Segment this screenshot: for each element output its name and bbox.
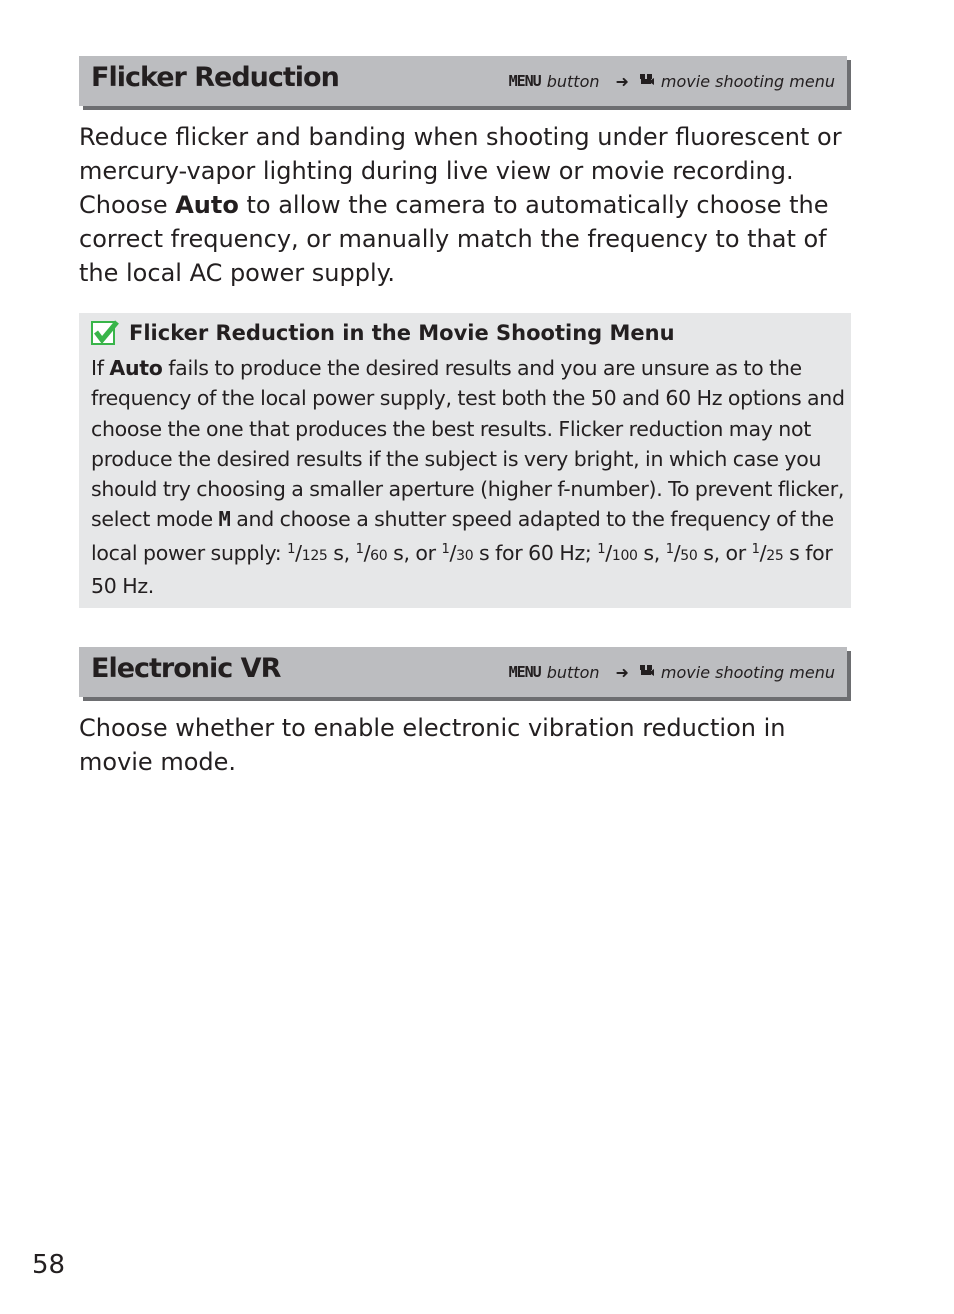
- text: to allow the camera to automatically choose the correct frequency, or manually match the frequency to that of the local AC power supply.: [79, 191, 829, 287]
- movie-camera-icon: [639, 662, 655, 682]
- fraction: $^1$/60: [355, 540, 388, 565]
- menu-path: [509, 71, 835, 91]
- flicker-reduction-header: [79, 56, 847, 106]
- flicker-description: [79, 120, 859, 290]
- text: s for 50 Hz.: [91, 540, 833, 599]
- text: If: [91, 356, 110, 380]
- note-title: Flicker Reduction in the Movie Shooting Menu: [129, 321, 675, 345]
- section-title: Electronic VR: [91, 653, 281, 684]
- text: Reduce flicker and banding when shooting under fluorescent or mercury-vapor lighting during live view or movie recording. Choose: [79, 123, 842, 219]
- fraction: $^1$/100: [597, 540, 638, 565]
- movie-camera-icon: [639, 71, 655, 91]
- checkmark-icon: [91, 320, 119, 346]
- electronic-vr-description: Choose whether to enable electronic vibration reduction in movie mode.: [79, 714, 786, 776]
- text: s, or: [697, 540, 752, 565]
- fraction: $^1$/25: [751, 540, 784, 565]
- menu-key: MENU: [508, 663, 541, 681]
- arrow-icon: ➜: [615, 71, 629, 91]
- menu-key: MENU: [508, 72, 541, 90]
- auto-bold: Auto: [175, 191, 239, 219]
- note-box: [79, 313, 851, 608]
- arrow-icon: ➜: [615, 662, 629, 682]
- note-title-row: [91, 320, 675, 346]
- menu-button-label: button: [546, 662, 600, 682]
- fraction: $^1$/30: [441, 540, 474, 565]
- fraction: $^1$/50: [665, 540, 698, 565]
- section-title: Flicker Reduction: [91, 62, 339, 93]
- note-body: [91, 353, 846, 601]
- text: s for 60 Hz;: [473, 540, 598, 565]
- page-number: 58: [32, 1250, 66, 1280]
- auto-bold: Auto: [109, 356, 163, 380]
- menu-name: movie shooting menu: [660, 71, 835, 91]
- menu-button-label: button: [546, 71, 600, 91]
- text: fails to produce the desired results and you are unsure as to the frequency of the local power supply, test both the 50 and 60 Hz options and choose the one that produces the best results. Flicker reduction may not produce the desired results if the subject is very bright, in which case you should try choosing a smaller aperture (higher f-number). To prevent flicker, select mode: [91, 356, 845, 532]
- menu-path: [509, 662, 835, 682]
- text: s,: [637, 540, 666, 565]
- text: s, or: [387, 540, 442, 565]
- menu-name: movie shooting menu: [660, 662, 835, 682]
- text: and choose a shutter speed adapted to the frequency of the local power supply:: [91, 507, 834, 565]
- electronic-vr-header: [79, 647, 847, 697]
- mode-m: M: [218, 507, 231, 532]
- fraction: $^1$/125: [287, 540, 328, 565]
- text: s,: [327, 540, 356, 565]
